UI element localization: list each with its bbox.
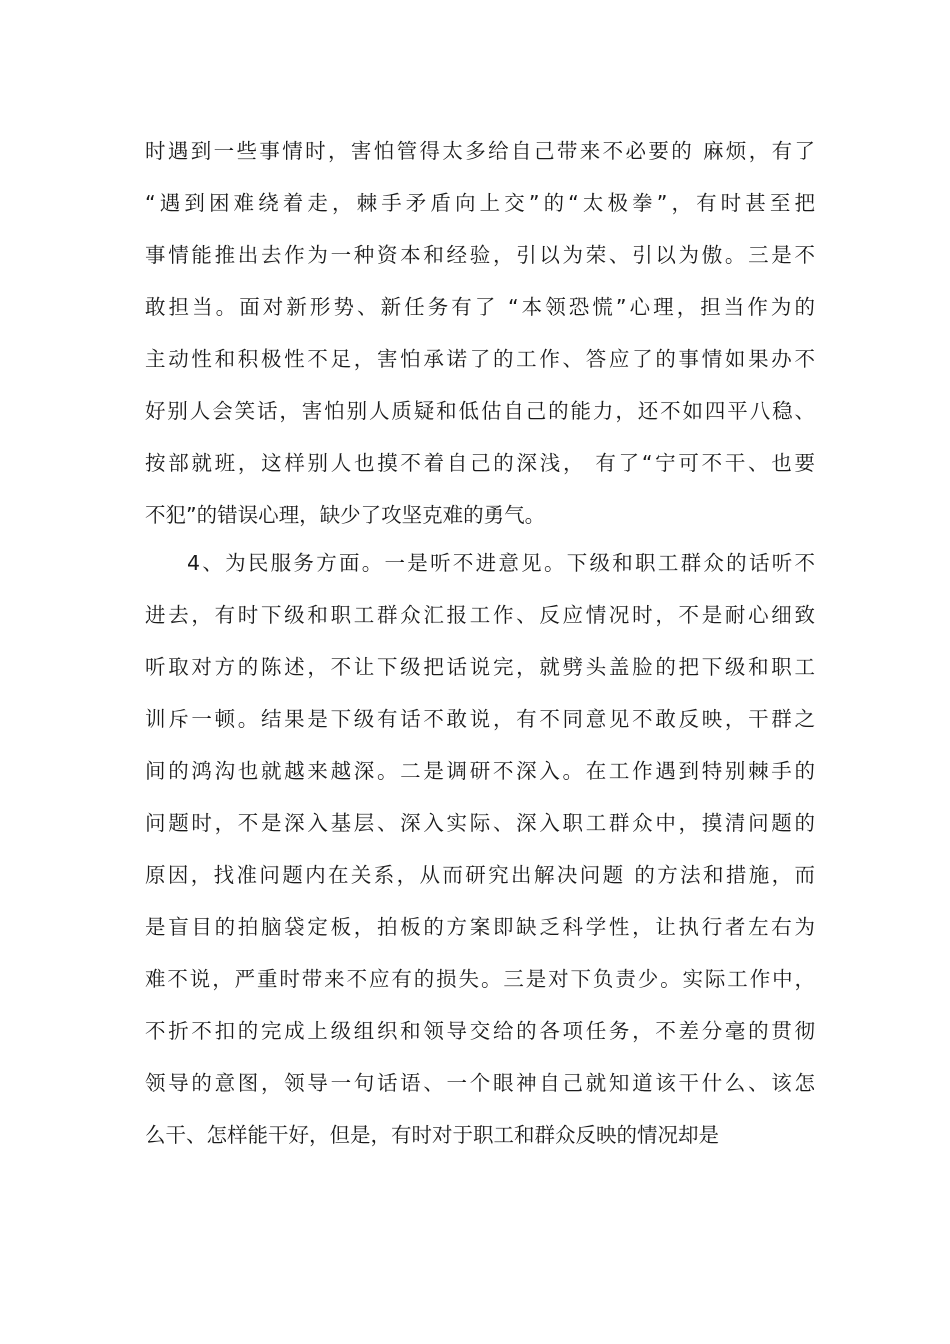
text-line: 按部就班，这样别人也摸不着自己的深浅， 有了“宁可不干、也要 [145, 451, 815, 475]
text-line: 么干、怎样能干好，但是，有时对于职工和群众反映的情况却是 [145, 1123, 719, 1147]
text-line: 敢担当。面对新形势、新任务有了 “本领恐慌”心理，担当作为的 [145, 295, 815, 319]
text-line: 间的鸿沟也就越来越深。二是调研不深入。在工作遇到特别棘手的 [145, 759, 815, 783]
text-line: 不折不扣的完成上级组织和领导交给的各项任务，不差分毫的贯彻 [145, 1019, 815, 1043]
text-line: 进去，有时下级和职工群众汇报工作、反应情况时，不是耐心细致 [145, 603, 815, 627]
paragraph-1 [145, 125, 815, 541]
text-line: 领导的意图，领导一句话语、一个眼神自己就知道该干什么、该怎 [145, 1071, 815, 1095]
text-line: 4、为民服务方面。一是听不进意见。下级和职工群众的话听不 [187, 551, 815, 575]
text-line: 好别人会笑话，害怕别人质疑和低估自己的能力，还不如四平八稳、 [145, 399, 815, 423]
text-line: 主动性和积极性不足，害怕承诺了的工作、答应了的事情如果办不 [145, 347, 815, 371]
text-line: 原因，找准问题内在关系，从而研究出解决问题 的方法和措施，而 [145, 863, 815, 887]
paragraph-2 [145, 537, 815, 1161]
text-line: 难不说，严重时带来不应有的损失。三是对下负责少。实际工作中， [145, 967, 815, 991]
text-line: 时遇到一些事情时，害怕管得太多给自己带来不必要的 麻烦，有了 [145, 139, 815, 163]
text-line: 是盲目的拍脑袋定板，拍板的方案即缺乏科学性，让执行者左右为 [145, 915, 815, 939]
text-line: 训斥一顿。结果是下级有话不敢说，有不同意见不敢反映，干群之 [145, 707, 815, 731]
text-line: 问题时，不是深入基层、深入实际、深入职工群众中，摸清问题的 [145, 811, 815, 835]
text-line: 事情能推出去作为一种资本和经验，引以为荣、引以为傲。三是不 [145, 243, 815, 267]
text-line: 听取对方的陈述，不让下级把话说完，就劈头盖脸的把下级和职工 [145, 655, 815, 679]
text-line: 不犯”的错误心理，缺少了攻坚克难的勇气。 [145, 503, 546, 527]
text-line: “遇到困难绕着走，棘手矛盾向上交”的“太极拳”，有时甚至把 [145, 191, 815, 215]
